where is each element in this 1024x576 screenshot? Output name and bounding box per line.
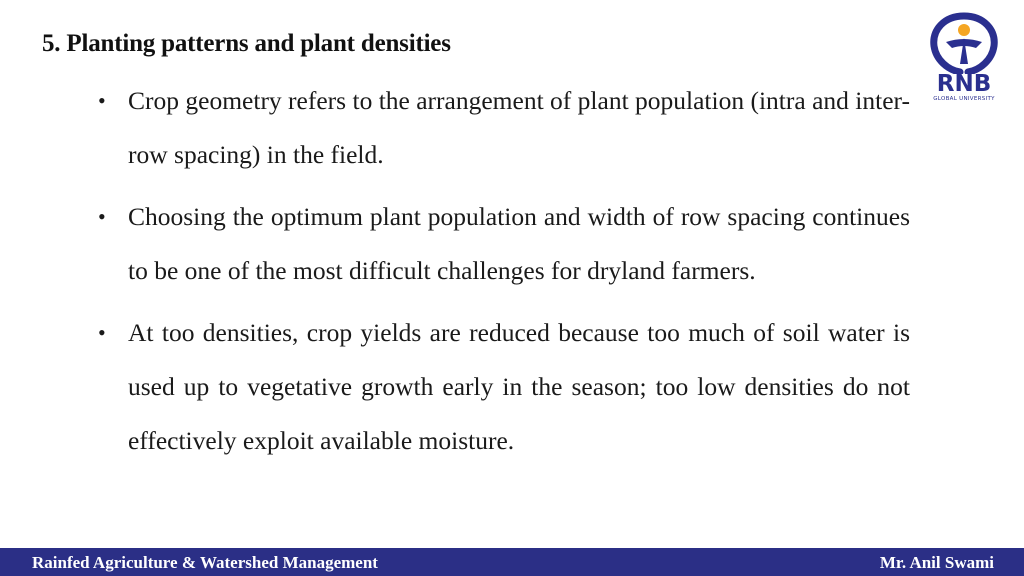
university-logo: [924, 12, 1004, 104]
footer-course-title: Rainfed Agriculture & Watershed Management: [32, 553, 378, 572]
bullet-dot-icon: •: [98, 320, 106, 345]
bullet-dot-icon: •: [98, 204, 106, 229]
logo-name: RNB: [936, 71, 992, 97]
bullet-text: At too densities, crop yields are reduced because too much of soil water is used up to vegetative growth early in the season; too low densities do not effectively exploit available moisture.: [128, 318, 910, 455]
rnb-university-emblem-icon: [924, 12, 1004, 74]
bullet-text: Choosing the optimum plant population and width of row spacing continues to be one of the most difficult challenges for dryland farmers.: [128, 202, 910, 285]
slide-title: 5. Planting patterns and plant densities: [42, 30, 451, 57]
bullet-item: [98, 306, 910, 468]
bullet-dot-icon: •: [98, 88, 106, 113]
bullet-item: [98, 74, 910, 182]
logo-subtitle: GLOBAL UNIVERSITY: [933, 96, 995, 102]
bullet-list: [98, 74, 910, 476]
footer-bar: [0, 548, 1024, 576]
bullet-item: [98, 190, 910, 298]
bullet-text: Crop geometry refers to the arrangement of plant population (intra and inter-row spacing) in the field.: [128, 86, 910, 169]
footer-author: Mr. Anil Swami: [879, 553, 994, 572]
